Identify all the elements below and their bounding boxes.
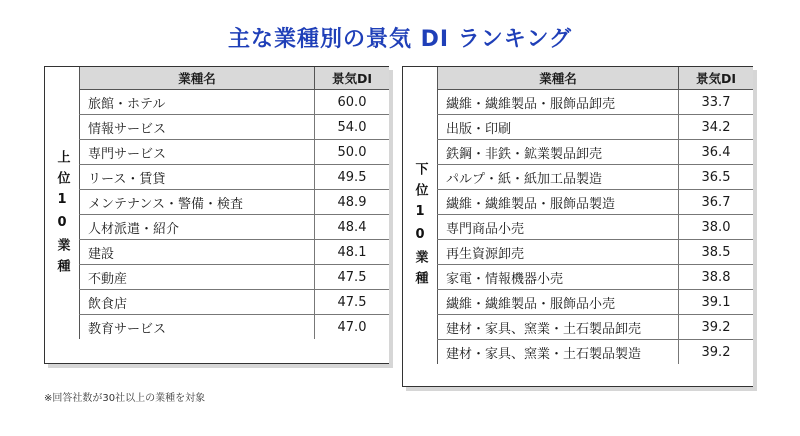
di-value: 54.0 [315, 115, 390, 140]
table-row [80, 165, 390, 190]
bottom-ranking-table [437, 67, 753, 364]
table-row [438, 165, 754, 190]
industry-name: 飲食店 [80, 290, 315, 315]
table-row [80, 240, 390, 265]
industry-name: 旅館・ホテル [80, 90, 315, 115]
di-value: 49.5 [315, 165, 390, 190]
table-row [80, 215, 390, 240]
industry-name: 繊維・繊維製品・服飾品卸売 [438, 90, 679, 115]
table-row [80, 190, 390, 215]
industry-name: リース・賃貸 [80, 165, 315, 190]
industry-name: 情報サービス [80, 115, 315, 140]
industry-name: 鉄鋼・非鉄・鉱業製品卸売 [438, 140, 679, 165]
di-value: 48.9 [315, 190, 390, 215]
table-row [438, 140, 754, 165]
table-row [438, 315, 754, 340]
table-row [438, 190, 754, 215]
table-header-row [80, 67, 390, 90]
di-value: 39.2 [679, 315, 754, 340]
table-row [438, 265, 754, 290]
table-row [438, 340, 754, 365]
industry-name: 建設 [80, 240, 315, 265]
table-row [80, 140, 390, 165]
table-row [80, 315, 390, 340]
table-row [438, 215, 754, 240]
di-value: 39.1 [679, 290, 754, 315]
di-value: 48.1 [315, 240, 390, 265]
table-row [438, 290, 754, 315]
table-row [80, 90, 390, 115]
di-value: 36.7 [679, 190, 754, 215]
industry-name: パルプ・紙・紙加工品製造 [438, 165, 679, 190]
di-value: 39.2 [679, 340, 754, 365]
table-row [438, 90, 754, 115]
industry-name: 人材派遣・紹介 [80, 215, 315, 240]
industry-name: 家電・情報機器小売 [438, 265, 679, 290]
table-row [80, 115, 390, 140]
di-value: 47.5 [315, 265, 390, 290]
bottom-side-label: 下位10業種 [412, 161, 428, 292]
top-side-label: 上位10業種 [54, 150, 70, 280]
industry-name: 専門サービス [80, 140, 315, 165]
table-row [438, 115, 754, 140]
industry-name: 建材・家具、窯業・土石製品卸売 [438, 315, 679, 340]
di-value: 38.8 [679, 265, 754, 290]
table-row [80, 290, 390, 315]
table-header-row [438, 67, 754, 90]
footnote: ※回答社数が30社以上の業種を対象 [44, 393, 206, 404]
top-side-header [45, 67, 79, 363]
industry-name: 繊維・繊維製品・服飾品製造 [438, 190, 679, 215]
industry-column-header: 業種名 [80, 67, 315, 90]
table-row [438, 240, 754, 265]
di-value: 38.5 [679, 240, 754, 265]
di-value: 48.4 [315, 215, 390, 240]
industry-name: 専門商品小売 [438, 215, 679, 240]
industry-name: 教育サービス [80, 315, 315, 340]
table-row [80, 265, 390, 290]
industry-name: 繊維・繊維製品・服飾品小売 [438, 290, 679, 315]
industry-name: 出版・印刷 [438, 115, 679, 140]
industry-name: 建材・家具、窯業・土石製品製造 [438, 340, 679, 365]
page-title: 主な業種別の景気 DI ランキング [227, 27, 573, 52]
di-column-header: 景気DI [315, 67, 390, 90]
di-value: 36.4 [679, 140, 754, 165]
bottom-ranking-panel [402, 66, 753, 387]
industry-name: 再生資源卸売 [438, 240, 679, 265]
di-value: 47.0 [315, 315, 390, 340]
di-value: 60.0 [315, 90, 390, 115]
top-ranking-table [79, 67, 389, 339]
di-value: 33.7 [679, 90, 754, 115]
industry-column-header: 業種名 [438, 67, 679, 90]
di-value: 50.0 [315, 140, 390, 165]
di-value: 38.0 [679, 215, 754, 240]
bottom-side-header [403, 67, 437, 386]
top-ranking-panel [44, 66, 389, 364]
industry-name: メンテナンス・警備・検査 [80, 190, 315, 215]
di-value: 47.5 [315, 290, 390, 315]
industry-name: 不動産 [80, 265, 315, 290]
di-value: 34.2 [679, 115, 754, 140]
di-value: 36.5 [679, 165, 754, 190]
di-column-header: 景気DI [679, 67, 754, 90]
